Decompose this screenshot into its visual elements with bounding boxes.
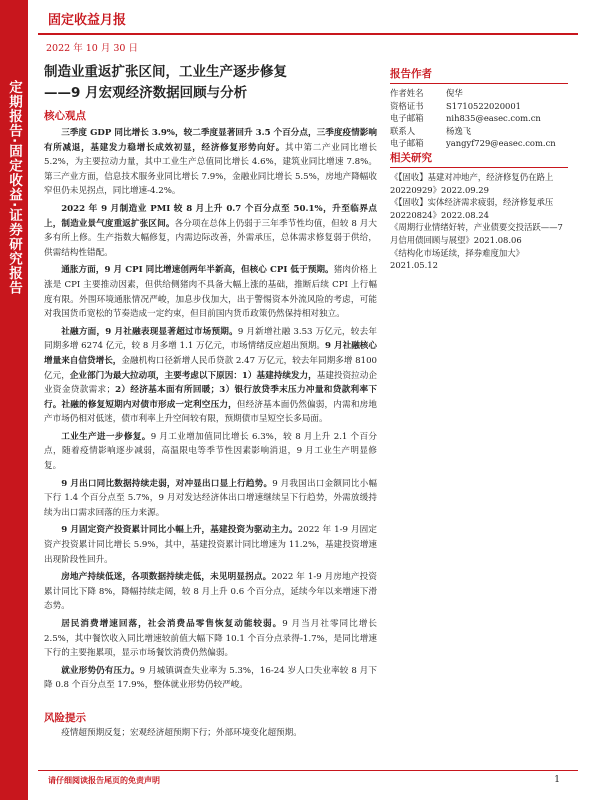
paragraph-real-estate: 房地产持续低迷，各项数据持续走低，未见明显拐点。2022 年 1-9 月房地产投资累计同比下降 8%，降幅持续走阔，较 8 月上升 0.6 个百分点，延续今年以来增速下滑态势。	[44, 572, 377, 612]
contact-email-row: 电子邮箱 yangyf729@easec.com.cn	[390, 138, 556, 149]
paragraph-export: 9 月出口同比数据持续走弱，对冲显出口显上行趋势。9 月我国出口金额同比小幅下行 1.4 个百分点至 5.7%，9 月对发达经济体出口增速继续呈下行趋势，外需放缓持续为出口需求回落的压力来源。	[44, 478, 377, 518]
core-view-heading: 核心观点	[44, 110, 86, 122]
related-research-panel	[390, 150, 568, 272]
related-item[interactable]: 《周期行业情绪好转，产业债要交投活跃——7 月信用债回顾与展望》2021.08.06	[390, 222, 563, 245]
paragraph-employment: 就业形势仍有压力。9 月城镇调查失业率为 5.3%，16-24 岁人口失业率较 8 月下降 0.8 个百分点至 17.9%，整体就业形势仍较严峻。	[44, 665, 377, 691]
risk-text: 疫情超预期反复；宏观经济超预期下行；外部环境变化超预期。	[61, 728, 302, 738]
main-title-line-1: 制造业重返扩张区间，工业生产逐步修复	[44, 64, 287, 80]
author-row: 作者姓名 倪华	[390, 88, 463, 98]
sidebar-band	[0, 0, 28, 800]
paragraph-gdp: 三季度 GDP 同比增长 3.9%，较二季度显著回升 3.5 个百分点，三季度疫情影响有所减退，基建发力稳增长成效初显，经济修复形势向好。其中第二产业同比增长 5.2%，为主要拉动力量，其中工业生产总值同比增长 4.6%，建筑业同比增速 7.8%。第三产业方面，信息技术服务业同比增长 7.9%，金融业同比增长 5.5%，房地产降幅收窄但仍未见拐点，同比增速-4.2%。	[44, 128, 377, 197]
email-row: 电子邮箱 nih835@easec.com.cn	[390, 113, 541, 124]
paragraph-social-financing: 社融方面，9 月社融表现显著超过市场预期。9 月新增社融 3.53 万亿元，较去年同期多增 6274 亿元，较 8 月多增 1.1 万亿元，市场情绪反应超出预期。9 月社融核心增量来自信贷增长，金融机构口径新增人民币贷款 2.47 万亿元，较去年同期多增 8100 亿元，企业部门为最大拉动项，主要考虑以下原因：1）基建持续发力，基建投资拉动企业资金贷款需求；2）经济基本面有所回暖；3）银行放贷季末压力冲量和贷款利率下行。社融的修复短期内对债市形成一定利空压力，但经济基本面仍然偏弱，内需和房地产市场仍相对低迷，债市利率上升空间较有限，预期债市呈短空长多局面。	[44, 326, 377, 425]
report-type-title: 固定收益月报	[48, 13, 127, 28]
main-title-line-2: ——9 月宏观经济数据回顾与分析	[44, 85, 248, 101]
related-item[interactable]: 《结构化市场延续，择券难度加大》2021.05.12	[390, 247, 524, 271]
related-item[interactable]: 《【固收】基建对冲地产，经济修复仍在路上 20220929》2022.09.29	[390, 172, 554, 195]
paragraph-pmi: 2022 年 9 月制造业 PMI 较 8 月上升 0.7 个百分点至 50.1%，升至临界点上，制造业景气度重返扩张区间。各分项在总体上仍弱于三年季节性均值，但较 8 月大多有所上修。生产指数大幅修复，内需边际改善，外需承压，总体需求修复弱于供给，供需结构性错配。	[44, 203, 377, 258]
paragraph-consumption: 居民消费增速回落，社会消费品零售恢复动能较弱。9 月当月社零同比增长 2.5%，其中餐饮收入同比增速较前值大幅下降 10.1 个百分点录得-1.7%，是同比增速下行的主要拖累项，显示市场餐饮消费仍然偏弱。	[44, 619, 377, 659]
certificate-row: 资格证书 S1710522020001	[390, 100, 522, 111]
footer-divider	[38, 770, 578, 771]
paragraph-investment: 9 月固定资产投资累计同比小幅上升，基建投资为驱动主力。2022 年 1-9 月固定资产投资累计同比增长 5.9%，其中，基建投资累计同比增速为 11.2%，基建投资增速出现阶段性回升。	[44, 525, 377, 565]
paragraph-inflation: 通胀方面，9 月 CPI 同比增速创两年半新高，但核心 CPI 低于预期。猪肉价格上涨是 CPI 主要推动因素，但供给侧猪肉不具备大幅上涨的基础，推断后续 CPI 上行幅度有限。外围环境通胀情况严峻，加息步伐加大，出于警惕资本外流风险的考虑，可能对我国货币宽松的节奏造成一定约束，但目前国内货币政策仍然保持相对独立。	[44, 265, 377, 320]
footer-disclaimer: 请仔细阅读报告尾页的免责声明	[48, 775, 160, 785]
main-title	[44, 62, 374, 104]
related-item[interactable]: 《【固收】实体经济需求疲弱，经济修复承压 20220824》2022.08.24	[390, 197, 554, 220]
report-author-panel	[390, 66, 568, 150]
core-view-body	[44, 126, 377, 696]
risk-heading: 风险提示	[44, 712, 86, 724]
sidebar-category-text: 定期报告·固定收益·证券研究报告	[6, 80, 22, 296]
page-number: 1	[554, 775, 560, 785]
report-author-heading: 报告作者	[390, 66, 568, 84]
report-date: 2022 年 10 月 30 日	[46, 43, 138, 54]
paragraph-industrial: 工业生产进一步修复。9 月工业增加值同比增长 6.3%，较 8 月上升 2.1 个百分点，随着疫情影响逐步减弱，高温限电等季节性因素影响消退，9 月工业生产明显修复。	[44, 431, 377, 472]
related-research-heading: 相关研究	[390, 150, 568, 168]
contact-row: 联系人 杨逸飞	[390, 125, 472, 136]
header-divider	[38, 33, 578, 35]
